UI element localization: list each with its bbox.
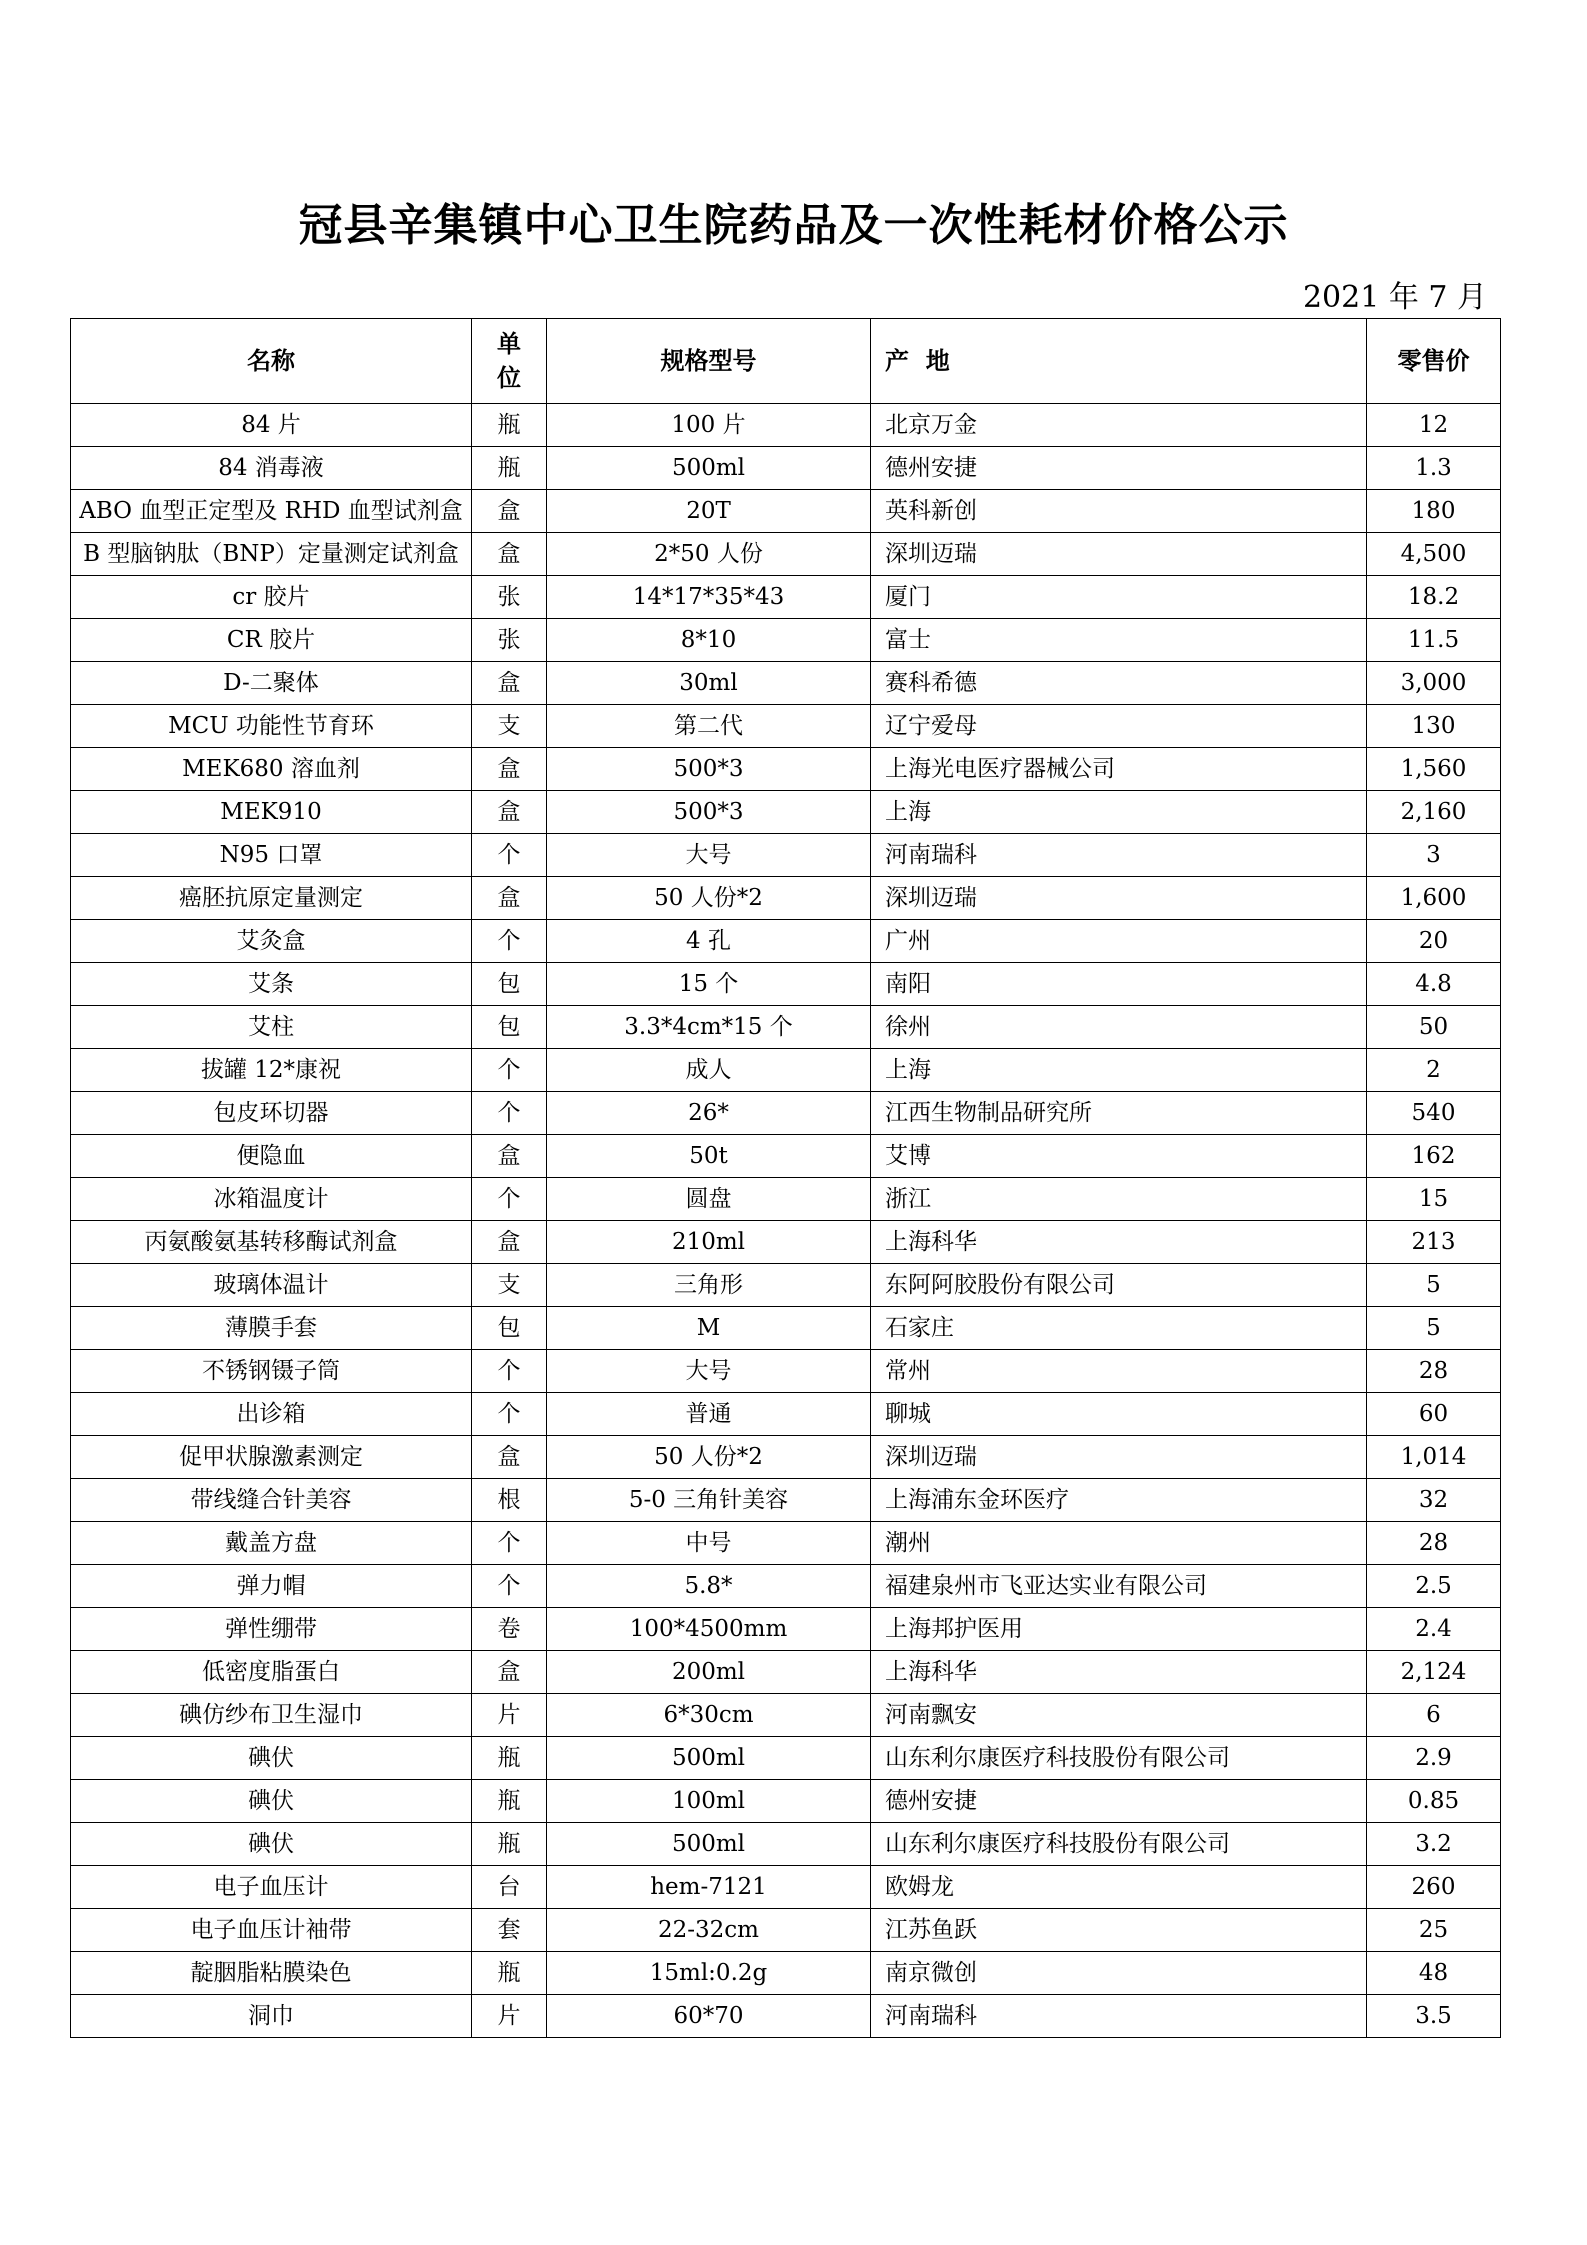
cell-name: ABO 血型正定型及 RHD 血型试剂盒: [71, 490, 472, 533]
cell-name: 艾条: [71, 963, 472, 1006]
table-row: [71, 662, 1501, 705]
cell-spec: hem-7121: [547, 1866, 871, 1909]
publish-date: 2021 年 7 月: [1302, 280, 1487, 315]
cell-name: 丙氨酸氨基转移酶试剂盒: [71, 1221, 472, 1264]
cell-price: 2.4: [1367, 1608, 1501, 1651]
cell-origin: 上海光电医疗器械公司: [871, 748, 1367, 791]
cell-spec: 60*70: [547, 1995, 871, 2038]
table-row: [71, 877, 1501, 920]
table-row: [71, 1479, 1501, 1522]
cell-origin: 德州安捷: [871, 1780, 1367, 1823]
cell-unit: 瓶: [472, 1823, 547, 1866]
cell-name: 带线缝合针美容: [71, 1479, 472, 1522]
cell-price: 0.85: [1367, 1780, 1501, 1823]
page-title: 冠县辛集镇中心卫生院药品及一次性耗材价格公示: [298, 200, 1289, 251]
cell-origin: 南阳: [871, 963, 1367, 1006]
cell-spec: 500*3: [547, 791, 871, 834]
table-row: [71, 1952, 1501, 1995]
cell-unit: 根: [472, 1479, 547, 1522]
cell-name: 洞巾: [71, 1995, 472, 2038]
cell-name: MCU 功能性节育环: [71, 705, 472, 748]
cell-unit: 个: [472, 834, 547, 877]
cell-spec: 普通: [547, 1393, 871, 1436]
cell-origin: 山东利尔康医疗科技股份有限公司: [871, 1823, 1367, 1866]
cell-unit: 片: [472, 1694, 547, 1737]
cell-spec: 100 片: [547, 404, 871, 447]
cell-unit: 个: [472, 1350, 547, 1393]
cell-price: 32: [1367, 1479, 1501, 1522]
table-row: [71, 705, 1501, 748]
cell-origin: 辽宁爱母: [871, 705, 1367, 748]
cell-origin: 常州: [871, 1350, 1367, 1393]
table-row: [71, 834, 1501, 877]
cell-unit: 个: [472, 1393, 547, 1436]
table-row: [71, 1823, 1501, 1866]
cell-unit: 盒: [472, 877, 547, 920]
cell-name: 弹性绷带: [71, 1608, 472, 1651]
cell-unit: 包: [472, 1307, 547, 1350]
table-row: [71, 963, 1501, 1006]
cell-name: 拔罐 12*康祝: [71, 1049, 472, 1092]
table-body: [71, 404, 1501, 2038]
cell-unit: 个: [472, 1565, 547, 1608]
cell-name: 促甲状腺激素测定: [71, 1436, 472, 1479]
cell-spec: 500ml: [547, 1823, 871, 1866]
cell-unit: 张: [472, 576, 547, 619]
cell-spec: 50t: [547, 1135, 871, 1178]
cell-spec: 3.3*4cm*15 个: [547, 1006, 871, 1049]
cell-unit: 瓶: [472, 1780, 547, 1823]
cell-name: N95 口罩: [71, 834, 472, 877]
cell-price: 6: [1367, 1694, 1501, 1737]
table-row: [71, 1436, 1501, 1479]
cell-spec: 15 个: [547, 963, 871, 1006]
cell-price: 15: [1367, 1178, 1501, 1221]
cell-unit: 盒: [472, 533, 547, 576]
cell-name: 癌胚抗原定量测定: [71, 877, 472, 920]
cell-price: 20: [1367, 920, 1501, 963]
cell-origin: 江西生物制品研究所: [871, 1092, 1367, 1135]
cell-origin: 北京万金: [871, 404, 1367, 447]
table-row: [71, 1393, 1501, 1436]
cell-origin: 河南飘安: [871, 1694, 1367, 1737]
cell-unit: 支: [472, 705, 547, 748]
cell-origin: 欧姆龙: [871, 1866, 1367, 1909]
cell-unit: 包: [472, 1006, 547, 1049]
table-row: [71, 1049, 1501, 1092]
cell-origin: 河南瑞科: [871, 1995, 1367, 2038]
cell-origin: 上海科华: [871, 1221, 1367, 1264]
cell-name: cr 胶片: [71, 576, 472, 619]
cell-origin: 上海: [871, 791, 1367, 834]
cell-unit: 盒: [472, 662, 547, 705]
cell-price: 60: [1367, 1393, 1501, 1436]
cell-unit: 个: [472, 1178, 547, 1221]
cell-name: 碘伏: [71, 1737, 472, 1780]
cell-origin: 石家庄: [871, 1307, 1367, 1350]
table-row: [71, 1608, 1501, 1651]
cell-price: 5: [1367, 1264, 1501, 1307]
cell-unit: 个: [472, 1522, 547, 1565]
table-row: [71, 1780, 1501, 1823]
cell-name: 冰箱温度计: [71, 1178, 472, 1221]
cell-unit: 个: [472, 1092, 547, 1135]
table-row: [71, 1307, 1501, 1350]
cell-price: 2: [1367, 1049, 1501, 1092]
header-unit: [472, 319, 547, 404]
cell-price: 28: [1367, 1522, 1501, 1565]
cell-spec: 中号: [547, 1522, 871, 1565]
cell-price: 180: [1367, 490, 1501, 533]
table-row: [71, 1178, 1501, 1221]
cell-spec: 5.8*: [547, 1565, 871, 1608]
table-row: [71, 791, 1501, 834]
cell-name: 低密度脂蛋白: [71, 1651, 472, 1694]
table-row: [71, 533, 1501, 576]
cell-origin: 上海浦东金环医疗: [871, 1479, 1367, 1522]
cell-spec: 成人: [547, 1049, 871, 1092]
cell-origin: 山东利尔康医疗科技股份有限公司: [871, 1737, 1367, 1780]
cell-spec: 50 人份*2: [547, 877, 871, 920]
cell-price: 130: [1367, 705, 1501, 748]
cell-unit: 盒: [472, 1651, 547, 1694]
cell-origin: 上海邦护医用: [871, 1608, 1367, 1651]
cell-unit: 盒: [472, 1135, 547, 1178]
table-row: [71, 1522, 1501, 1565]
cell-unit: 个: [472, 1049, 547, 1092]
cell-name: 戴盖方盘: [71, 1522, 472, 1565]
table-row: [71, 404, 1501, 447]
cell-spec: 100*4500mm: [547, 1608, 871, 1651]
cell-origin: 上海科华: [871, 1651, 1367, 1694]
cell-spec: 200ml: [547, 1651, 871, 1694]
cell-spec: 500ml: [547, 447, 871, 490]
cell-unit: 卷: [472, 1608, 547, 1651]
cell-price: 2,160: [1367, 791, 1501, 834]
header-price: 零售价: [1367, 319, 1501, 404]
cell-price: 3,000: [1367, 662, 1501, 705]
table-row: [71, 1995, 1501, 2038]
cell-origin: 英科新创: [871, 490, 1367, 533]
table-row: [71, 1737, 1501, 1780]
cell-origin: 德州安捷: [871, 447, 1367, 490]
table-row: [71, 447, 1501, 490]
cell-name: MEK680 溶血剂: [71, 748, 472, 791]
cell-price: 4,500: [1367, 533, 1501, 576]
table-row: [71, 1651, 1501, 1694]
cell-spec: 20T: [547, 490, 871, 533]
header-unit-line2: 位: [497, 364, 521, 392]
cell-name: 靛胭脂粘膜染色: [71, 1952, 472, 1995]
cell-unit: 瓶: [472, 404, 547, 447]
table-row: [71, 619, 1501, 662]
cell-price: 3.5: [1367, 1995, 1501, 2038]
cell-name: 弹力帽: [71, 1565, 472, 1608]
cell-name: 电子血压计: [71, 1866, 472, 1909]
header-unit-line1: 单: [497, 330, 521, 358]
cell-name: 艾灸盒: [71, 920, 472, 963]
cell-spec: M: [547, 1307, 871, 1350]
table-row: [71, 1135, 1501, 1178]
cell-origin: 赛科希德: [871, 662, 1367, 705]
table-row: [71, 576, 1501, 619]
cell-price: 50: [1367, 1006, 1501, 1049]
cell-spec: 15ml:0.2g: [547, 1952, 871, 1995]
cell-origin: 艾博: [871, 1135, 1367, 1178]
cell-unit: 张: [472, 619, 547, 662]
cell-price: 18.2: [1367, 576, 1501, 619]
cell-unit: 套: [472, 1909, 547, 1952]
cell-origin: 厦门: [871, 576, 1367, 619]
cell-price: 3.2: [1367, 1823, 1501, 1866]
cell-unit: 包: [472, 963, 547, 1006]
cell-origin: 南京微创: [871, 1952, 1367, 1995]
cell-origin: 潮州: [871, 1522, 1367, 1565]
cell-price: 25: [1367, 1909, 1501, 1952]
cell-price: 162: [1367, 1135, 1501, 1178]
cell-unit: 盒: [472, 1221, 547, 1264]
table-row: [71, 1694, 1501, 1737]
table-row: [71, 1092, 1501, 1135]
table-row: [71, 748, 1501, 791]
cell-spec: 30ml: [547, 662, 871, 705]
cell-spec: 4 孔: [547, 920, 871, 963]
cell-spec: 22-32cm: [547, 1909, 871, 1952]
cell-origin: 聊城: [871, 1393, 1367, 1436]
cell-unit: 片: [472, 1995, 547, 2038]
table-row: [71, 920, 1501, 963]
cell-name: 84 消毒液: [71, 447, 472, 490]
cell-name: 薄膜手套: [71, 1307, 472, 1350]
cell-price: 1.3: [1367, 447, 1501, 490]
cell-price: 12: [1367, 404, 1501, 447]
cell-name: 碘仿纱布卫生湿巾: [71, 1694, 472, 1737]
cell-unit: 瓶: [472, 447, 547, 490]
table-row: [71, 1264, 1501, 1307]
cell-name: 艾柱: [71, 1006, 472, 1049]
cell-price: 540: [1367, 1092, 1501, 1135]
cell-spec: 2*50 人份: [547, 533, 871, 576]
cell-price: 2,124: [1367, 1651, 1501, 1694]
header-spec: 规格型号: [547, 319, 871, 404]
cell-spec: 14*17*35*43: [547, 576, 871, 619]
table-row: [71, 1565, 1501, 1608]
cell-spec: 100ml: [547, 1780, 871, 1823]
table-row: [71, 1006, 1501, 1049]
cell-unit: 个: [472, 920, 547, 963]
cell-spec: 500*3: [547, 748, 871, 791]
cell-origin: 深圳迈瑞: [871, 1436, 1367, 1479]
cell-unit: 盒: [472, 1436, 547, 1479]
cell-origin: 广州: [871, 920, 1367, 963]
table-row: [71, 1221, 1501, 1264]
cell-name: MEK910: [71, 791, 472, 834]
cell-name: 碘伏: [71, 1780, 472, 1823]
cell-unit: 瓶: [472, 1737, 547, 1780]
table-header-row: [71, 319, 1501, 404]
cell-name: CR 胶片: [71, 619, 472, 662]
cell-spec: 大号: [547, 1350, 871, 1393]
cell-unit: 台: [472, 1866, 547, 1909]
cell-origin: 河南瑞科: [871, 834, 1367, 877]
cell-price: 1,600: [1367, 877, 1501, 920]
cell-origin: 徐州: [871, 1006, 1367, 1049]
cell-spec: 8*10: [547, 619, 871, 662]
cell-price: 3: [1367, 834, 1501, 877]
cell-unit: 盒: [472, 490, 547, 533]
cell-price: 4.8: [1367, 963, 1501, 1006]
cell-origin: 上海: [871, 1049, 1367, 1092]
cell-price: 2.5: [1367, 1565, 1501, 1608]
cell-unit: 盒: [472, 791, 547, 834]
cell-price: 2.9: [1367, 1737, 1501, 1780]
cell-origin: 深圳迈瑞: [871, 533, 1367, 576]
cell-origin: 富士: [871, 619, 1367, 662]
cell-origin: 东阿阿胶股份有限公司: [871, 1264, 1367, 1307]
cell-price: 11.5: [1367, 619, 1501, 662]
table-row: [71, 1350, 1501, 1393]
cell-price: 28: [1367, 1350, 1501, 1393]
cell-origin: 深圳迈瑞: [871, 877, 1367, 920]
cell-spec: 26*: [547, 1092, 871, 1135]
header-origin: 产 地: [871, 319, 1367, 404]
cell-name: D-二聚体: [71, 662, 472, 705]
cell-name: 便隐血: [71, 1135, 472, 1178]
cell-price: 260: [1367, 1866, 1501, 1909]
cell-price: 48: [1367, 1952, 1501, 1995]
cell-price: 213: [1367, 1221, 1501, 1264]
table-row: [71, 490, 1501, 533]
cell-name: 84 片: [71, 404, 472, 447]
cell-spec: 三角形: [547, 1264, 871, 1307]
cell-spec: 第二代: [547, 705, 871, 748]
cell-spec: 210ml: [547, 1221, 871, 1264]
cell-name: B 型脑钠肽（BNP）定量测定试剂盒: [71, 533, 472, 576]
cell-price: 1,560: [1367, 748, 1501, 791]
header-name: 名称: [71, 319, 472, 404]
cell-name: 包皮环切器: [71, 1092, 472, 1135]
cell-name: 电子血压计袖带: [71, 1909, 472, 1952]
cell-unit: 瓶: [472, 1952, 547, 1995]
price-table: [70, 318, 1501, 2038]
cell-spec: 大号: [547, 834, 871, 877]
cell-spec: 6*30cm: [547, 1694, 871, 1737]
cell-spec: 500ml: [547, 1737, 871, 1780]
table-row: [71, 1866, 1501, 1909]
cell-origin: 江苏鱼跃: [871, 1909, 1367, 1952]
cell-spec: 5-0 三角针美容: [547, 1479, 871, 1522]
cell-origin: 浙江: [871, 1178, 1367, 1221]
cell-name: 不锈钢镊子筒: [71, 1350, 472, 1393]
cell-name: 碘伏: [71, 1823, 472, 1866]
table-row: [71, 1909, 1501, 1952]
cell-spec: 圆盘: [547, 1178, 871, 1221]
cell-price: 5: [1367, 1307, 1501, 1350]
cell-unit: 盒: [472, 748, 547, 791]
cell-name: 玻璃体温计: [71, 1264, 472, 1307]
cell-price: 1,014: [1367, 1436, 1501, 1479]
cell-name: 出诊箱: [71, 1393, 472, 1436]
cell-spec: 50 人份*2: [547, 1436, 871, 1479]
cell-origin: 福建泉州市飞亚达实业有限公司: [871, 1565, 1367, 1608]
cell-unit: 支: [472, 1264, 547, 1307]
